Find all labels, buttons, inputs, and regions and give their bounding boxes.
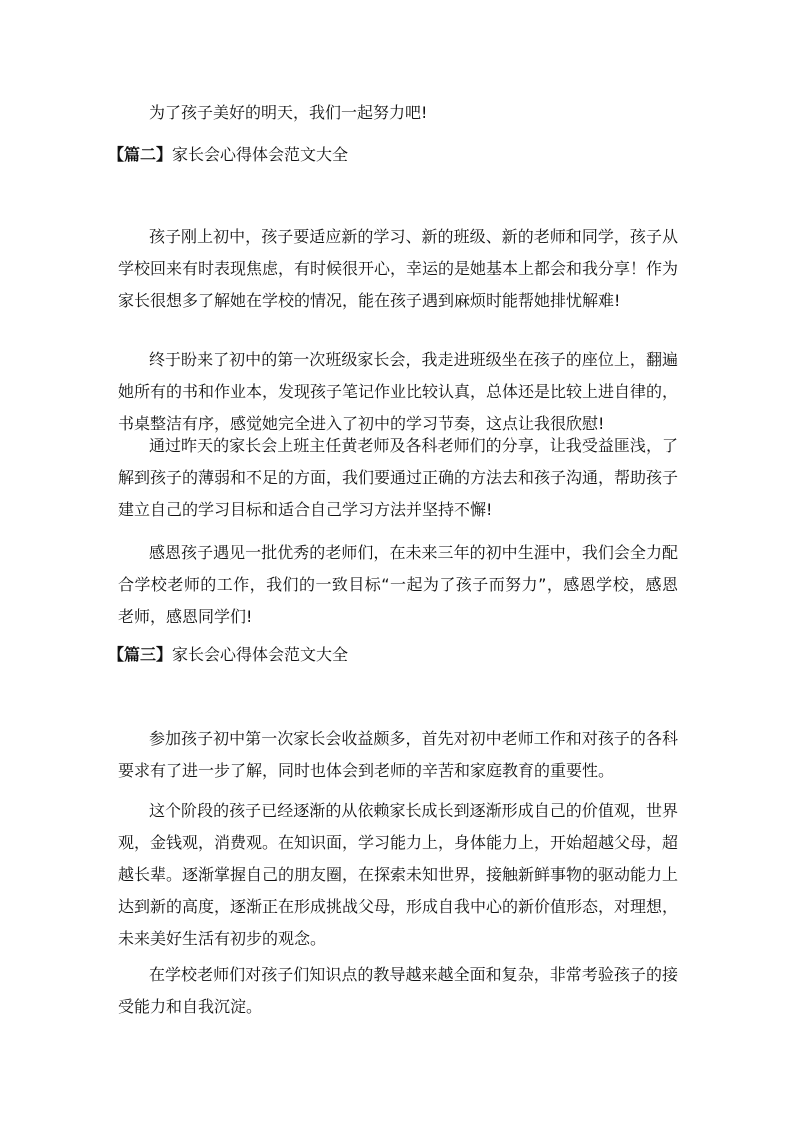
- section-3-bracket-right: 】: [156, 645, 173, 664]
- section-3-number: 篇三: [124, 645, 157, 664]
- section-3-paragraph-1: 参加孩子初中第一次家长会收益颇多，首先对初中老师工作和对孩子的各科要求有了进一步了解，同时也体会到老师的辛苦和家庭教育的重要性。: [118, 729, 678, 780]
- section-3-bracket-left: 【: [108, 645, 125, 664]
- section-2-paragraph-3: 通过昨天的家长会上班主任黄老师及各科老师们的分享，让我受益匪浅，了解到孩子的薄弱和不足的方面，我们要通过正确的方法去和孩子沟通，帮助孩子建立自己的学习目标和适合自己学习方法并坚持不懈!: [118, 436, 679, 519]
- section-2-paragraph-2: 终于盼来了初中的第一次班级家长会，我走进班级坐在孩子的座位上，翻遍她所有的书和作业本，发现孩子笔记作业比较认真，总体还是比较上进自律的，书桌整洁有序，感觉她完全进入了初中的学习节奏，这点让我很欣慰!: [118, 350, 679, 433]
- section-3-title: 家长会心得体会范文大全: [172, 645, 349, 664]
- section-2-title: 家长会心得体会范文大全: [172, 145, 349, 164]
- section-2-number: 篇二: [124, 145, 157, 164]
- section-3-paragraph-2: 这个阶段的孩子已经逐渐的从依赖家长成长到逐渐形成自己的价值观，世界观，金钱观，消费观。在知识面，学习能力上，身体能力上，开始超越父母，超越长辈。逐渐掌握自己的朋友圈，在探索未知世界，接触新鲜事物的驱动能力上达到新的高度，逐渐正在形成挑战父母，形成自我中心的新价值形态，对理想，未来美好生活有初步的观念。: [118, 801, 679, 948]
- closing-line: 为了孩子美好的明天，我们一起努力吧!: [149, 103, 428, 122]
- section-2-bracket-right: 】: [156, 145, 173, 164]
- section-3-heading: [108, 639, 348, 671]
- section-2-paragraph-4: 感恩孩子遇见一批优秀的老师们，在未来三年的初中生涯中，我们会全力配合学校老师的工作，我们的一致目标“一起为了孩子而努力”，感恩学校，感恩老师，感恩同学们!: [118, 543, 678, 626]
- section-2-heading: [108, 139, 348, 171]
- section-3-paragraph-3: 在学校老师们对孩子们知识点的教导越来越全面和复杂，非常考验孩子的接受能力和自我沉淀。: [118, 965, 678, 1016]
- section-2-bracket-left: 【: [108, 145, 125, 164]
- section-2-paragraph-1: 孩子刚上初中，孩子要适应新的学习、新的班级、新的老师和同学，孩子从学校回来有时表现焦虑，有时候很开心，幸运的是她基本上都会和我分享！作为家长很想多了解她在学校的情况，能在孩子遇到麻烦时能帮她排忧解难!: [118, 227, 679, 310]
